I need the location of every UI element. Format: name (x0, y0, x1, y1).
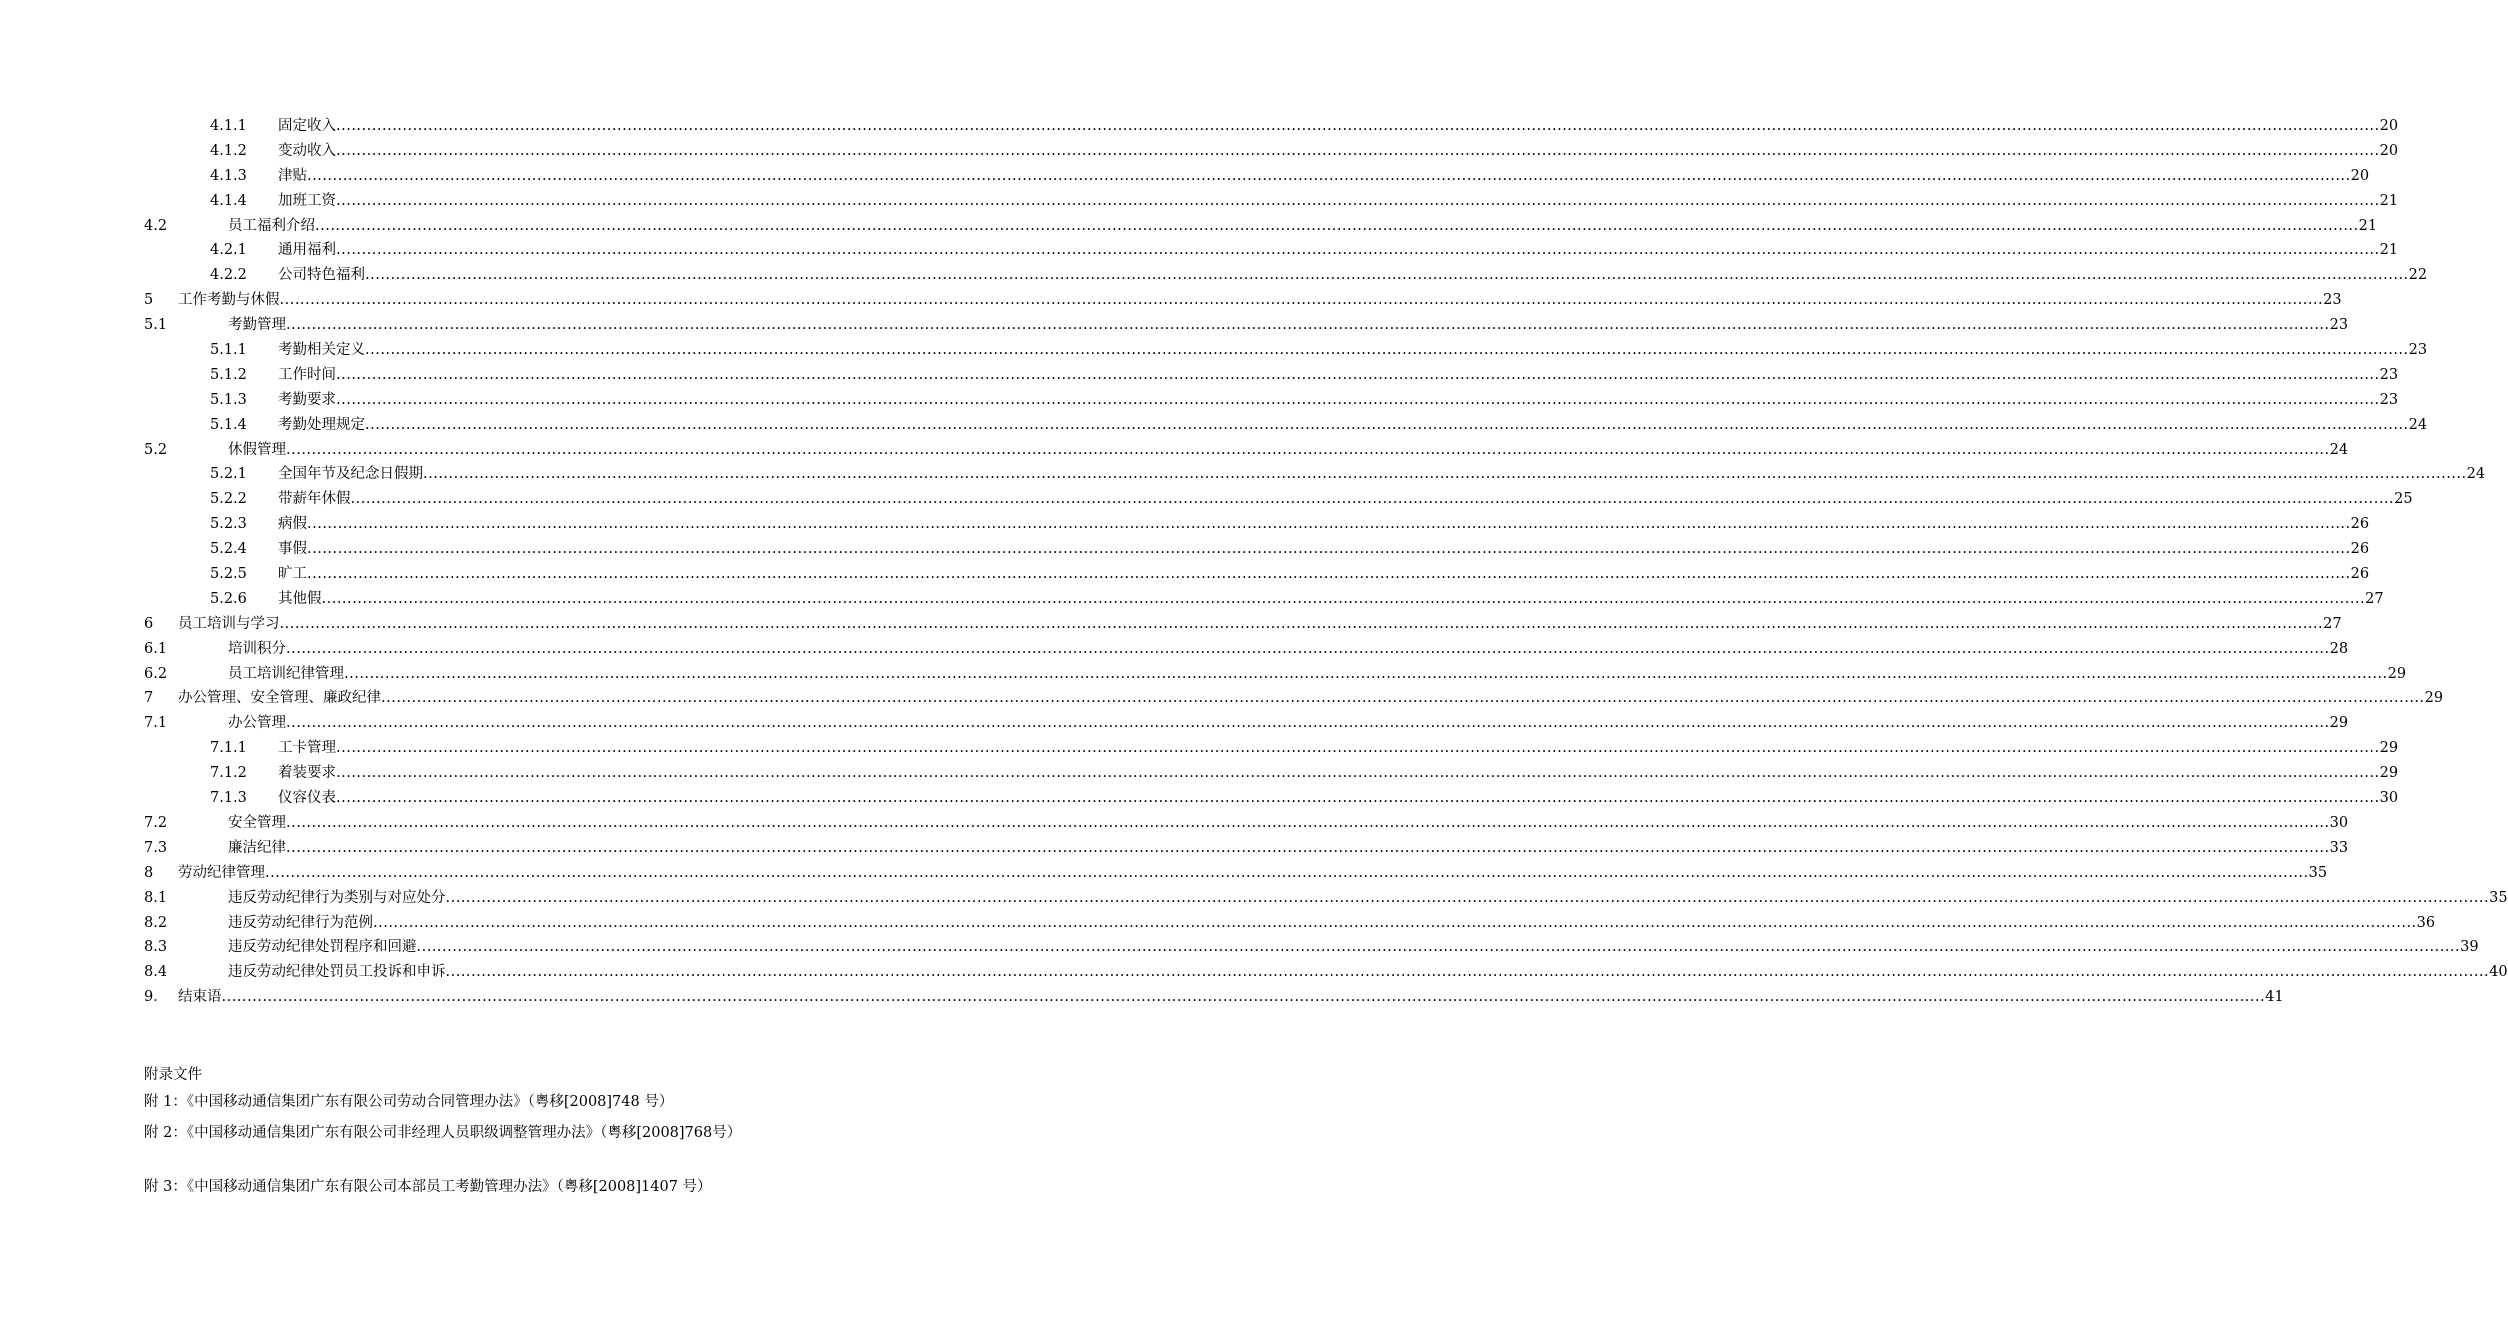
toc-entry-title: 考勤管理 (228, 313, 286, 338)
toc-entry-title: 考勤要求 (278, 388, 336, 413)
toc-entry-page: 29 (2387, 665, 2407, 682)
toc-entry-title: 结束语 (178, 985, 222, 1010)
toc-entry-page: 27 (2365, 590, 2384, 607)
toc-entry-line (228, 438, 2349, 463)
toc-entry-title: 津贴 (278, 164, 307, 189)
toc-entry-number: 7.1.1 (210, 740, 247, 757)
toc-entry-page: 36 (2416, 914, 2436, 931)
toc-entry[interactable] (0, 512, 2370, 537)
toc-dot-leader: ................................................................................................................................................................................................................................................................................................................................................................................................................ (286, 441, 2330, 458)
toc-dot-leader: ................................................................................................................................................................................................................................................................................................................................................................................................................ (286, 839, 2330, 856)
toc-entry-title: 违反劳动纪律处罚程序和回避 (228, 935, 417, 960)
toc-entry-number: 5.1.2 (210, 366, 247, 383)
toc-entry-title: 员工福利介绍 (228, 214, 315, 239)
toc-entry-title: 公司特色福利 (278, 263, 365, 288)
toc-entry-line (228, 886, 2508, 911)
toc-entry-title: 违反劳动纪律处罚员工投诉和申诉 (228, 960, 446, 985)
toc-entry-number: 4.1.2 (210, 142, 247, 159)
toc-entry[interactable] (0, 861, 2328, 886)
toc-entry-title: 仪容仪表 (278, 786, 336, 811)
toc-dot-leader: ................................................................................................................................................................................................................................................................................................................................................................................................................ (365, 416, 2409, 433)
toc-entry-number: 8.1 (144, 889, 168, 906)
toc-entry-page: 23 (2379, 366, 2399, 383)
toc-entry-number: 4.2.2 (210, 267, 247, 284)
toc-dot-leader: ................................................................................................................................................................................................................................................................................................................................................................................................................ (336, 790, 2380, 807)
toc-entry-title: 工卡管理 (278, 736, 336, 761)
toc-dot-leader: ................................................................................................................................................................................................................................................................................................................................................................................................................ (373, 914, 2417, 931)
toc-entry-number: 5.1.3 (210, 391, 247, 408)
toc-dot-leader: ................................................................................................................................................................................................................................................................................................................................................................................................................ (315, 217, 2359, 234)
toc-entry-page: 30 (2329, 814, 2349, 831)
toc-entry-title: 劳动纪律管理 (178, 861, 265, 886)
toc-dot-leader: ................................................................................................................................................................................................................................................................................................................................................................................................................ (307, 541, 2351, 558)
toc-entry[interactable] (0, 562, 2370, 587)
toc-entry-title: 休假管理 (228, 438, 286, 463)
toc-dot-leader: ................................................................................................................................................................................................................................................................................................................................................................................................................ (336, 366, 2380, 383)
toc-entry-number: 5.2.6 (210, 590, 247, 607)
toc-entry-page: 24 (2408, 416, 2428, 433)
toc-dot-leader: ................................................................................................................................................................................................................................................................................................................................................................................................................ (336, 765, 2380, 782)
toc-entry-number: 4.2.1 (210, 242, 247, 259)
toc-entry-page: 29 (2329, 715, 2349, 732)
toc-entry-page: 23 (2323, 292, 2342, 309)
toc-entry[interactable] (0, 537, 2370, 562)
toc-entry[interactable] (0, 413, 2428, 438)
toc-entry-page: 23 (2329, 317, 2349, 334)
toc-dot-leader: ................................................................................................................................................................................................................................................................................................................................................................................................................ (423, 466, 2467, 483)
toc-entry-line (278, 164, 2370, 189)
toc-entry-page: 21 (2379, 242, 2399, 259)
toc-entry[interactable] (0, 886, 2508, 911)
toc-dot-leader: ................................................................................................................................................................................................................................................................................................................................................................................................................ (365, 342, 2409, 359)
toc-dot-leader: ................................................................................................................................................................................................................................................................................................................................................................................................................ (307, 566, 2351, 583)
toc-entry-title: 旷工 (278, 562, 307, 587)
toc-entry-line (178, 861, 2328, 886)
toc-dot-leader: ................................................................................................................................................................................................................................................................................................................................................................................................................ (336, 391, 2380, 408)
toc-entry-line (178, 985, 2284, 1010)
toc-entry-title: 员工培训与学习 (178, 612, 280, 637)
toc-entry-title: 违反劳动纪律行为类别与对应处分 (228, 886, 446, 911)
toc-entry-title: 变动收入 (278, 139, 336, 164)
toc-entry[interactable] (0, 139, 2399, 164)
toc-entry-number: 5.2.1 (210, 466, 247, 483)
toc-entry-page: 20 (2379, 118, 2399, 134)
toc-entry-title: 固定收入 (278, 114, 336, 139)
toc-entry-page: 29 (2379, 765, 2399, 782)
toc-entry-title: 工作时间 (278, 363, 336, 388)
toc-entry-title: 病假 (278, 512, 307, 537)
toc-entry[interactable] (0, 811, 2349, 836)
toc-dot-leader: ................................................................................................................................................................................................................................................................................................................................................................................................................ (286, 715, 2330, 732)
toc-entry-line (228, 836, 2349, 861)
toc-entry-number: 8.3 (144, 939, 168, 956)
toc-entry-line (278, 238, 2399, 263)
toc-entry-line (228, 811, 2349, 836)
toc-dot-leader: ................................................................................................................................................................................................................................................................................................................................................................................................................ (336, 142, 2380, 159)
toc-entry-page: 29 (2424, 690, 2444, 707)
toc-entry[interactable] (0, 388, 2399, 413)
toc-entry-line (278, 363, 2399, 388)
toc-dot-leader: ................................................................................................................................................................................................................................................................................................................................................................................................................ (286, 814, 2330, 831)
toc-entry-page: 33 (2329, 839, 2349, 856)
toc-entry-number: 8.4 (144, 964, 168, 981)
appendix-item: 附 3：《中国移动通信集团广东有限公司本部员工考勤管理办法》（粤移[2008]1407 号） (144, 1179, 712, 1195)
toc-entry-line (278, 189, 2399, 214)
toc-entry-page: 24 (2329, 441, 2349, 458)
toc-entry-title: 违反劳动纪律行为范例 (228, 911, 373, 936)
toc-entry-line (278, 512, 2370, 537)
toc-entry-line (228, 637, 2349, 662)
toc-entry-title: 办公管理 (228, 711, 286, 736)
toc-entry[interactable] (0, 114, 2399, 139)
toc-entry[interactable] (0, 363, 2399, 388)
toc-entry[interactable] (0, 164, 2370, 189)
toc-entry-title: 员工培训纪律管理 (228, 662, 344, 687)
toc-entry-line (228, 711, 2349, 736)
toc-entry-line (178, 288, 2342, 313)
toc-entry-number: 4.1.4 (210, 192, 247, 209)
toc-entry-line (278, 786, 2399, 811)
toc-entry-title: 全国年节及纪念日假期 (278, 462, 423, 487)
toc-entry[interactable] (0, 736, 2399, 761)
toc-entry-number: 5 (144, 292, 154, 309)
toc-entry[interactable] (0, 836, 2349, 861)
toc-entry-number: 6.2 (144, 665, 168, 682)
toc-dot-leader: ................................................................................................................................................................................................................................................................................................................................................................................................................ (307, 167, 2351, 184)
toc-entry-title: 带薪年休假 (278, 487, 351, 512)
toc-entry-number: 5.1.4 (210, 416, 247, 433)
toc-dot-leader: ................................................................................................................................................................................................................................................................................................................................................................................................................ (286, 640, 2330, 657)
toc-entry-line (278, 487, 2413, 512)
toc-entry-line (278, 462, 2486, 487)
toc-dot-leader: ................................................................................................................................................................................................................................................................................................................................................................................................................ (336, 118, 2380, 134)
toc-entry-number: 5.1 (144, 317, 168, 334)
toc-entry-title: 加班工资 (278, 189, 336, 214)
toc-entry-page: 21 (2358, 217, 2378, 234)
toc-entry-title: 着装要求 (278, 761, 336, 786)
toc-dot-leader: ................................................................................................................................................................................................................................................................................................................................................................................................................ (381, 690, 2425, 707)
toc-entry-page: 29 (2379, 740, 2399, 757)
toc-entry-page: 22 (2408, 267, 2428, 284)
toc-entry-page: 24 (2466, 466, 2486, 483)
toc-dot-leader: ................................................................................................................................................................................................................................................................................................................................................................................................................ (286, 317, 2330, 334)
table-of-contents (0, 114, 2508, 1010)
toc-entry-page: 23 (2408, 342, 2428, 359)
toc-entry-line (278, 388, 2399, 413)
toc-dot-leader: ................................................................................................................................................................................................................................................................................................................................................................................................................ (336, 192, 2380, 209)
toc-entry-number: 4.1.1 (210, 118, 247, 134)
toc-dot-leader: ................................................................................................................................................................................................................................................................................................................................................................................................................ (416, 939, 2461, 956)
toc-dot-leader: ................................................................................................................................................................................................................................................................................................................................................................................................................ (344, 665, 2388, 682)
toc-entry-number: 7.3 (144, 839, 168, 856)
toc-entry-page: 35 (2308, 864, 2328, 881)
toc-entry-title: 廉洁纪律 (228, 836, 286, 861)
toc-entry-page: 41 (2265, 989, 2284, 1006)
toc-entry[interactable] (0, 487, 2413, 512)
toc-entry-line (228, 960, 2508, 985)
toc-entry-number: 8.2 (144, 914, 168, 931)
toc-entry-page: 28 (2329, 640, 2349, 657)
toc-entry-line (278, 761, 2399, 786)
toc-entry-line (278, 562, 2370, 587)
toc-entry[interactable] (0, 587, 2384, 612)
toc-entry-page: 23 (2379, 391, 2399, 408)
toc-entry-number: 6.1 (144, 640, 168, 657)
toc-entry[interactable] (0, 960, 2508, 985)
toc-entry-line (278, 537, 2370, 562)
toc-entry[interactable] (0, 214, 2378, 239)
toc-entry-title: 通用福利 (278, 238, 336, 263)
toc-dot-leader: ................................................................................................................................................................................................................................................................................................................................................................................................................ (336, 740, 2380, 757)
toc-entry-line (228, 911, 2436, 936)
toc-entry-page: 25 (2394, 491, 2413, 508)
toc-entry-line (278, 587, 2384, 612)
toc-entry-page: 26 (2350, 566, 2370, 583)
toc-entry-page: 30 (2379, 790, 2399, 807)
toc-entry-page: 26 (2350, 541, 2370, 558)
toc-dot-leader: ................................................................................................................................................................................................................................................................................................................................................................................................................ (221, 989, 2266, 1006)
toc-entry-number: 5.2.2 (210, 491, 247, 508)
toc-entry-page: 35 (2489, 889, 2508, 906)
toc-dot-leader: ................................................................................................................................................................................................................................................................................................................................................................................................................ (336, 242, 2380, 259)
toc-entry-page: 20 (2379, 142, 2399, 159)
toc-entry-number: 7.1 (144, 715, 168, 732)
toc-entry-line (278, 114, 2399, 139)
toc-entry[interactable] (0, 935, 2479, 960)
toc-entry-title: 事假 (278, 537, 307, 562)
toc-entry-line (228, 214, 2378, 239)
toc-entry-line (278, 413, 2428, 438)
toc-entry-page: 40 (2489, 964, 2508, 981)
toc-entry-page: 39 (2460, 939, 2479, 956)
toc-entry-line (178, 612, 2342, 637)
toc-entry-number: 7.2 (144, 814, 168, 831)
toc-entry[interactable] (0, 761, 2399, 786)
toc-entry[interactable] (0, 911, 2436, 936)
toc-dot-leader: ................................................................................................................................................................................................................................................................................................................................................................................................................ (307, 516, 2351, 533)
toc-entry[interactable] (0, 686, 2444, 711)
toc-entry[interactable] (0, 338, 2428, 363)
toc-entry-line (178, 686, 2444, 711)
toc-entry-page: 20 (2350, 167, 2370, 184)
toc-entry-number: 8 (144, 864, 154, 881)
toc-entry[interactable] (0, 438, 2349, 463)
appendix-item: 附 1：《中国移动通信集团广东有限公司劳动合同管理办法》（粤移[2008]748 号） (144, 1094, 674, 1110)
toc-entry-number: 7 (144, 690, 154, 707)
toc-entry-title: 考勤处理规定 (278, 413, 365, 438)
toc-entry-title: 工作考勤与休假 (178, 288, 280, 313)
toc-entry-number: 5.2.3 (210, 516, 247, 533)
toc-entry[interactable] (0, 189, 2399, 214)
toc-dot-leader: ................................................................................................................................................................................................................................................................................................................................................................................................................ (279, 615, 2324, 632)
appendix-item: 附 2：《中国移动通信集团广东有限公司非经理人员职级调整管理办法》（粤移[2008]768号） (144, 1125, 742, 1141)
toc-entry-title: 考勤相关定义 (278, 338, 365, 363)
toc-entry-line (228, 313, 2349, 338)
toc-entry[interactable] (0, 263, 2428, 288)
toc-entry-title: 安全管理 (228, 811, 286, 836)
toc-entry-title: 培训积分 (228, 637, 286, 662)
toc-entry[interactable] (0, 288, 2342, 313)
toc-entry-line (228, 935, 2479, 960)
toc-entry-page: 27 (2323, 615, 2342, 632)
toc-entry-number: 4.1.3 (210, 167, 247, 184)
toc-entry-number: 6 (144, 615, 154, 632)
toc-entry[interactable] (0, 637, 2349, 662)
toc-dot-leader: ................................................................................................................................................................................................................................................................................................................................................................................................................ (445, 889, 2490, 906)
toc-entry-number: 7.1.2 (210, 765, 247, 782)
toc-entry-page: 26 (2350, 516, 2370, 533)
toc-entry-line (278, 139, 2399, 164)
toc-entry[interactable] (0, 238, 2399, 263)
toc-entry-line (278, 736, 2399, 761)
toc-dot-leader: ................................................................................................................................................................................................................................................................................................................................................................................................................ (279, 292, 2324, 309)
toc-entry[interactable] (0, 462, 2486, 487)
toc-dot-leader: ................................................................................................................................................................................................................................................................................................................................................................................................................ (350, 491, 2395, 508)
toc-entry[interactable] (0, 612, 2342, 637)
toc-entry-number: 5.2 (144, 441, 168, 458)
toc-dot-leader: ................................................................................................................................................................................................................................................................................................................................................................................................................ (445, 964, 2490, 981)
toc-entry-number: 5.2.4 (210, 541, 247, 558)
toc-entry-title: 办公管理、安全管理、廉政纪律 (178, 686, 381, 711)
toc-entry[interactable] (0, 313, 2349, 338)
toc-entry-page: 21 (2379, 192, 2399, 209)
toc-entry-line (278, 263, 2428, 288)
appendix-heading: 附录文件 (144, 1067, 202, 1083)
toc-entry-number: 7.1.3 (210, 790, 247, 807)
toc-entry-line (228, 662, 2407, 687)
toc-entry-line (278, 338, 2428, 363)
toc-entry[interactable] (0, 662, 2407, 687)
toc-entry-number: 4.2 (144, 217, 168, 234)
toc-entry[interactable] (0, 711, 2349, 736)
toc-dot-leader: ................................................................................................................................................................................................................................................................................................................................................................................................................ (321, 590, 2366, 607)
toc-dot-leader: ................................................................................................................................................................................................................................................................................................................................................................................................................ (265, 864, 2309, 881)
toc-entry-number: 9． (144, 989, 168, 1006)
toc-entry[interactable] (0, 985, 2284, 1010)
toc-dot-leader: ................................................................................................................................................................................................................................................................................................................................................................................................................ (365, 267, 2409, 284)
toc-entry-number: 5.2.5 (210, 566, 247, 583)
toc-entry-title: 其他假 (278, 587, 322, 612)
toc-entry[interactable] (0, 786, 2399, 811)
toc-entry-number: 5.1.1 (210, 342, 247, 359)
